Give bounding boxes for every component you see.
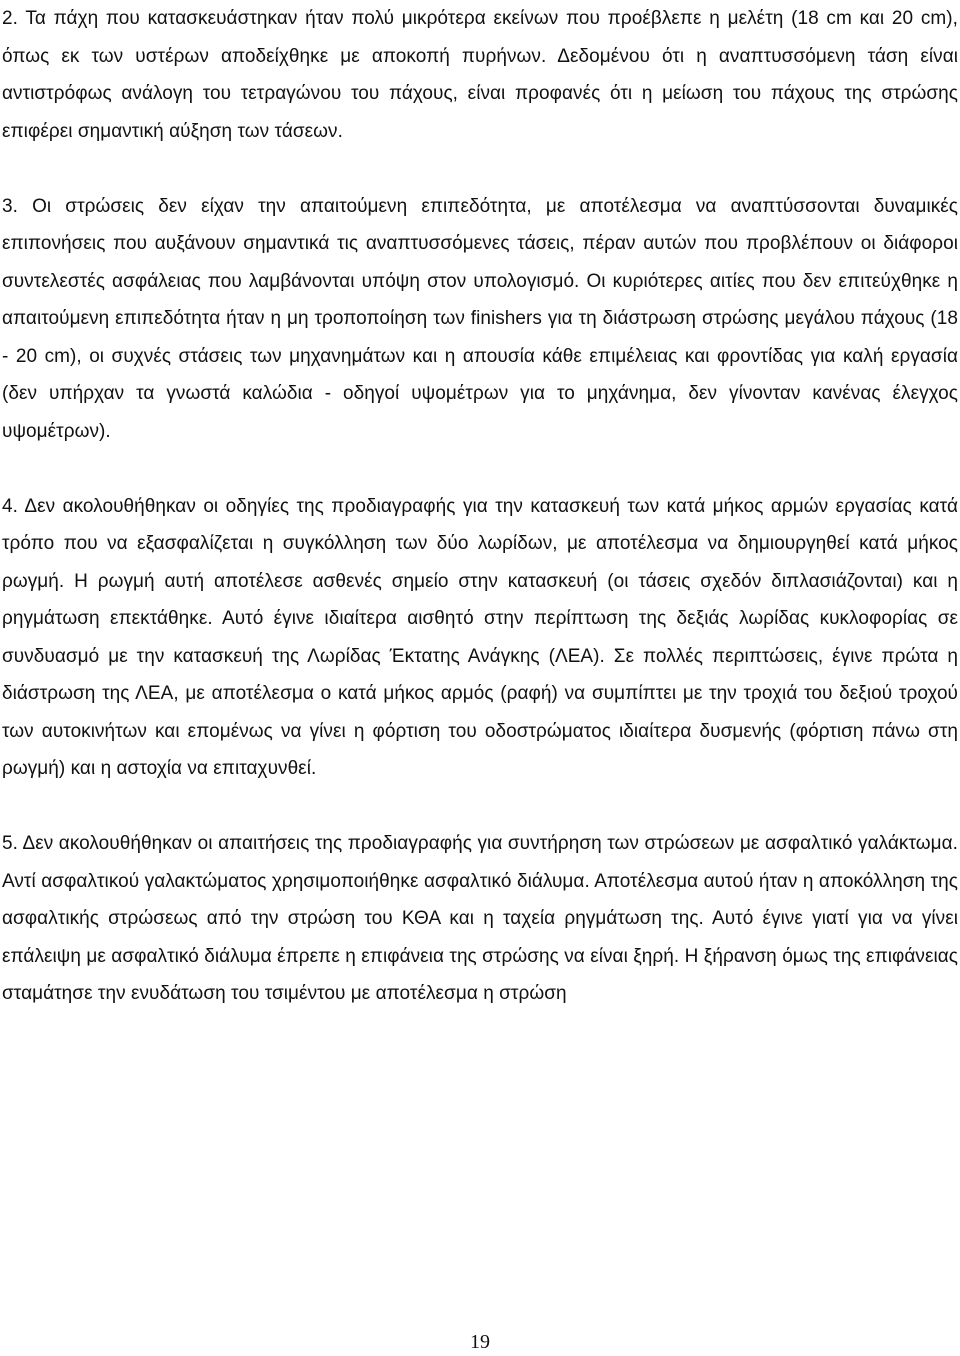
page-number: 19 [470,1331,490,1353]
paragraph-3: 3. Οι στρώσεις δεν είχαν την απαιτούμενη επιπεδότητα, με αποτέλεσμα να αναπτύσσονται δυναμικές επιπονήσεις που αυξάνουν σημαντικά τις αναπτυσσόμενες τάσεις, πέραν αυτών που προβλέπουν οι διάφοροι συντελεστές ασφάλειας που λαμβάνονται υπόψη στον υπολογισμό. Οι κυριότερες αιτίες που δεν επιτεύχθηκε η απαιτούμενη επιπεδότητα ήταν η μη τροποποίηση των finishers για τη διάστρωση στρώσης μεγάλου πάχους (18 - 20 cm), οι συχνές στάσεις των μηχανημάτων και η απουσία κάθε επιμέλειας και φροντίδας για καλή εργασία (δεν υπήρχαν τα γνωστά καλώδια - οδηγοί υψομέτρων για το μηχάνημα, δεν γίνονταν κανένας έλεγχος υψομέτρων). [2,195,958,442]
paragraph-2: 2. Τα πάχη που κατασκευάστηκαν ήταν πολύ μικρότερα εκείνων που προέβλεπε η μελέτη (18 cm και 20 cm), όπως εκ των υστέρων αποδείχθηκε με αποκοπή πυρήνων. Δεδομένου ότι η αναπτυσσόμενη τάση είναι αντιστρόφως ανάλογη του τετραγώνου του πάχους, είναι προφανές ότι η μείωση του πάχους της στρώσης επιφέρει σημαντική αύξηση των τάσεων. [2,8,958,142]
body-text [2,0,958,1013]
paragraph-5: 5. Δεν ακολουθήθηκαν οι απαιτήσεις της προδιαγραφής για συντήρηση των στρώσεων με ασφαλτικό γαλάκτωμα. Αντί ασφαλτικού γαλακτώματος χρησιμοποιήθηκε ασφαλτικό διάλυμα. Αποτέλεσμα αυτού ήταν η αποκόλληση της ασφαλτικής στρώσεως από την στρώση του ΚΘΑ και η ταχεία ρηγμάτωση της. Αυτό έγινε γιατί για να γίνει επάλειψη με ασφαλτικό διάλυμα έπρεπε η επιφάνεια της στρώσης να είναι ξηρή. Η ξήρανση όμως της επιφάνειας σταμάτησε την ενυδάτωση του τσιμέντου με αποτέλεσμα η στρώση [2,833,958,1004]
paragraph-4: 4. Δεν ακολουθήθηκαν οι οδηγίες της προδιαγραφής για την κατασκευή των κατά μήκος αρμών εργασίας κατά τρόπο που να εξασφαλίζεται η συγκόλληση των δύο λωρίδων, με αποτέλεσμα να δημιουργηθεί κατά μήκος ρωγμή. Η ρωγμή αυτή αποτέλεσε ασθενές σημείο στην κατασκευή (οι τάσεις σχεδόν διπλασιάζονται) και η ρηγμάτωση επεκτάθηκε. Αυτό έγινε ιδιαίτερα αισθητό στην περίπτωση της δεξιάς λωρίδας κυκλοφορίας σε συνδυασμό με την κατασκευή της Λωρίδας Έκτατης Ανάγκης (ΛΕΑ). Σε πολλές περιπτώσεις, έγινε πρώτα η διάστρωση της ΛΕΑ, με αποτέλεσμα ο κατά μήκος αρμός (ραφή) να συμπίπτει με την τροχιά του δεξιού τροχού των αυτοκινήτων και επομένως να γίνει η φόρτιση του οδοστρώματος ιδιαίτερα δυσμενής (φόρτιση πάνω στη ρωγμή) και η αστοχία να επιταχυνθεί. [2,495,958,779]
